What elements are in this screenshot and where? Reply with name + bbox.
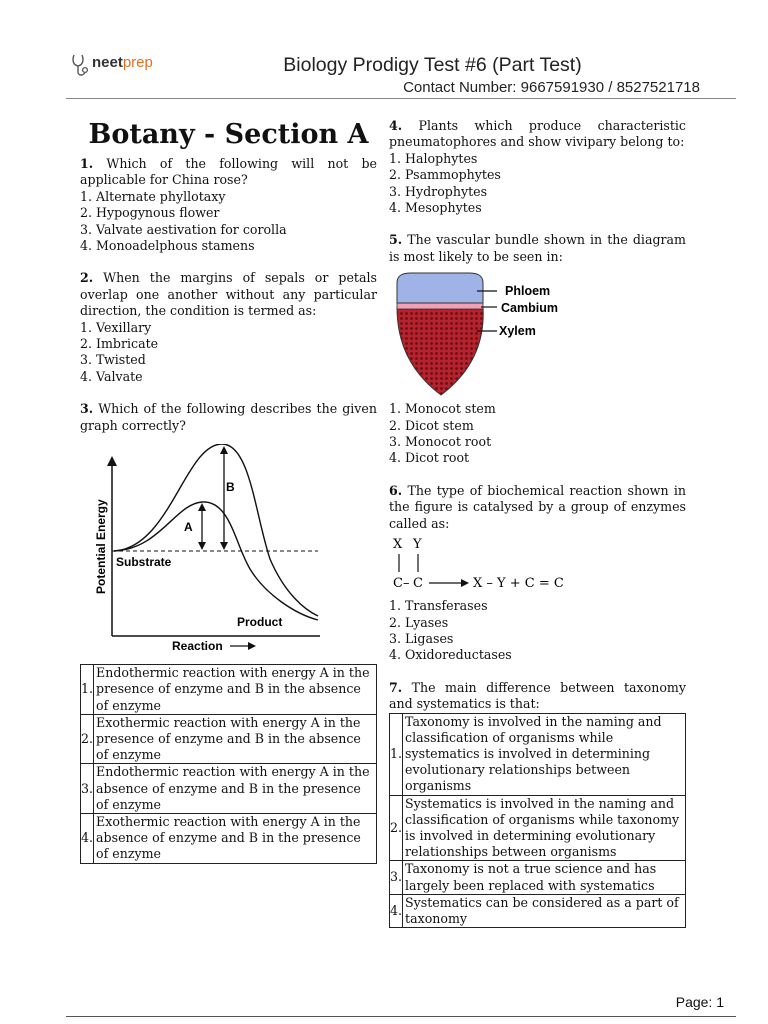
q6-option-3: 3. Ligases <box>389 630 454 646</box>
table-row <box>81 764 377 814</box>
reaction-figure <box>389 534 686 596</box>
atom-x: X <box>393 537 403 553</box>
carbon-bond: – <box>403 576 410 592</box>
question-3: 3. Which of the following describes the given graph correctly? <box>80 401 377 433</box>
option-number: 2. <box>390 795 403 861</box>
reaction-product: X – Y + C = C <box>473 576 564 592</box>
question-4: 4. Plants which produce characteristic pneumatophores and show vivipary belong to: <box>389 118 686 150</box>
q1-option-2: 2. Hypogynous flower <box>80 205 220 221</box>
vascular-bundle-diagram <box>389 271 686 401</box>
label-b: B <box>226 480 235 495</box>
option-text: Taxonomy is involved in the naming and classification of organisms while systematics is involved in determining evolutionary relationships between organisms <box>403 713 686 795</box>
carbon-1: C <box>393 576 403 592</box>
xylem-region <box>397 307 483 395</box>
q4-option-2: 2. Psammophytes <box>389 167 501 183</box>
xylem-label: Xylem <box>499 324 536 339</box>
curve-without-enzyme <box>114 444 318 616</box>
option-number: 3. <box>390 861 403 894</box>
carbon-2: C <box>413 576 423 592</box>
option-text: Endothermic reaction with energy A in the absence of enzyme and B in the presence of enzyme <box>94 764 377 814</box>
label-a: A <box>184 520 193 535</box>
atom-y: Y <box>413 537 422 553</box>
q2-option-2: 2. Imbricate <box>80 336 159 352</box>
option-number: 4. <box>390 894 403 927</box>
phloem-region <box>397 273 483 303</box>
option-text: Exothermic reaction with energy A in the presence of enzyme and B in the absence of enzyme <box>94 714 377 764</box>
q6-option-4: 4. Oxidoreductases <box>389 647 512 663</box>
right-column <box>389 118 686 928</box>
page-number: Page: 1 <box>675 994 724 1010</box>
cambium-label: Cambium <box>501 301 558 316</box>
q5-option-4: 4. Dicot root <box>389 450 470 466</box>
neetprep-logo <box>70 52 170 80</box>
option-number: 1. <box>390 713 403 795</box>
energy-graph <box>80 444 377 654</box>
table-row <box>81 665 377 715</box>
y-axis-arrow <box>107 456 117 466</box>
q6-option-1: 1. Transferases <box>389 598 488 614</box>
x-label-arrowhead <box>248 642 256 650</box>
left-column <box>80 118 377 864</box>
option-number: 1. <box>81 665 94 715</box>
table-row <box>390 861 686 894</box>
q4-option-1: 1. Halophytes <box>389 150 478 166</box>
option-text: Exothermic reaction with energy A in the absence of enzyme and B in the presence of enzyme <box>94 813 377 863</box>
option-text: Endothermic reaction with energy A in the presence of enzyme and B in the absence of enzyme <box>94 665 377 715</box>
option-text: Systematics is involved in the naming and classification of organisms while taxonomy is involved in determining evolutionary relationships between organisms <box>403 795 686 861</box>
option-number: 4. <box>81 813 94 863</box>
q4-option-3: 3. Hydrophytes <box>389 183 488 199</box>
q5-option-1: 1. Monocot stem <box>389 401 496 417</box>
question-1: 1. Which of the following will not be applicable for China rose? <box>80 156 377 188</box>
phloem-label: Phloem <box>505 284 551 299</box>
q1-option-4: 4. Monoadelphous stamens <box>80 238 255 254</box>
q5-option-2: 2. Dicot stem <box>389 417 474 433</box>
q6-option-2: 2. Lyases <box>389 614 449 630</box>
question-5: 5. The vascular bundle shown in the diagram is most likely to be seen in: <box>389 232 686 264</box>
q2-option-3: 3. Twisted <box>80 352 146 368</box>
substrate-label: Substrate <box>116 555 172 570</box>
contact-number: Contact Number: 9667591930 / 8527521718 <box>403 79 700 96</box>
footer-divider <box>66 1016 736 1017</box>
product-label: Product <box>237 615 283 630</box>
option-text: Taxonomy is not a true science and has largely been replaced with systematics <box>403 861 686 894</box>
cambium-region <box>397 303 483 309</box>
option-text: Systematics can be considered as a part of taxonomy <box>403 894 686 927</box>
header-divider <box>66 98 736 99</box>
q5-option-3: 3. Monocot root <box>389 434 492 450</box>
logo-text: neetprep <box>92 54 153 71</box>
table-row <box>81 714 377 764</box>
test-title: Biology Prodigy Test #6 (Part Test) <box>283 54 582 76</box>
q3-options-table <box>80 664 377 863</box>
option-number: 3. <box>81 764 94 814</box>
table-row <box>390 713 686 795</box>
x-axis-label: Reaction <box>172 639 223 654</box>
q4-option-4: 4. Mesophytes <box>389 200 482 216</box>
q2-option-1: 1. Vexillary <box>80 319 152 335</box>
y-axis-label: Potential Energy <box>94 499 108 595</box>
q1-option-3: 3. Valvate aestivation for corolla <box>80 221 287 237</box>
question-7: 7. The main difference between taxonomy and systematics is that: <box>389 679 686 712</box>
table-row <box>390 795 686 861</box>
q7-options-table <box>389 713 686 929</box>
option-number: 2. <box>81 714 94 764</box>
q2-option-4: 4. Valvate <box>80 368 143 384</box>
table-row <box>390 894 686 927</box>
stethoscope-icon <box>70 52 90 78</box>
question-6: 6. The type of biochemical reaction shown in the figure is catalysed by a group of enzymes called as: <box>389 482 687 531</box>
section-heading: Botany - Section A <box>88 119 369 150</box>
q1-option-1: 1. Alternate phyllotaxy <box>80 188 226 204</box>
question-2: 2. When the margins of sepals or petals overlap one another without any particular direction, the condition is termed as: <box>80 270 377 319</box>
table-row <box>81 813 377 863</box>
